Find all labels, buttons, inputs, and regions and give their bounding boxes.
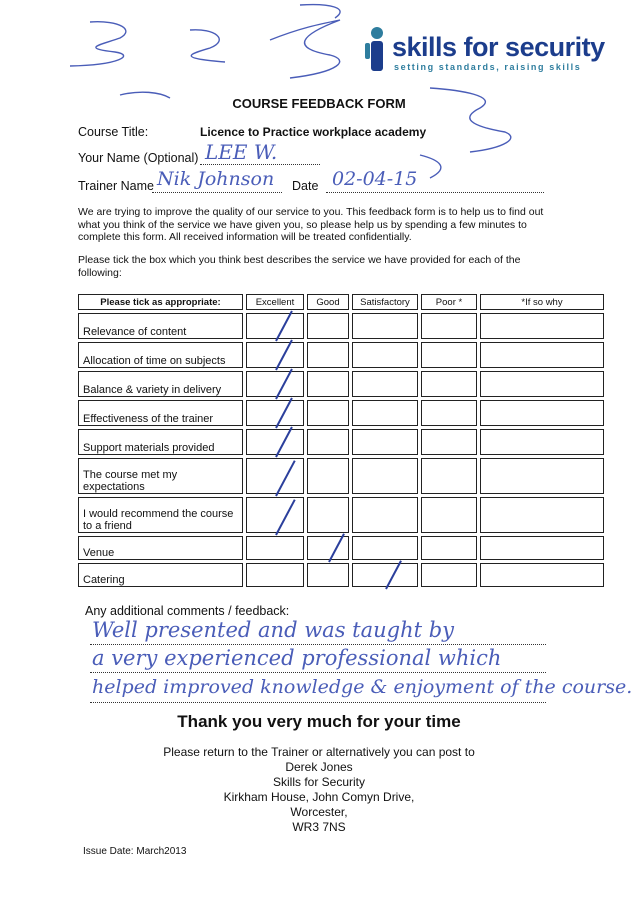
tick-box[interactable] [421,313,477,339]
tick-box[interactable] [246,563,304,587]
why-box[interactable] [480,563,604,587]
tick-box[interactable] [421,342,477,368]
thank-you-heading: Thank you very much for your time [177,712,461,731]
tick-box[interactable] [246,400,304,426]
skills-for-security-logo [362,20,605,80]
issue-date: Issue Date: March2013 [83,846,187,857]
tick-box[interactable] [421,458,477,494]
person-logo-icon [362,26,392,74]
row-label: Balance & variety in delivery [78,371,243,397]
tick-box[interactable] [246,536,304,560]
tick-box[interactable] [307,429,349,455]
logo-brand-text: skills for security [392,32,605,62]
return-instruction: Please return to the Trainer or alternatively you can post to [163,745,475,759]
col-good: Good [307,294,349,310]
tick-box[interactable] [246,497,304,533]
tick-box[interactable] [307,313,349,339]
tick-box[interactable] [352,458,418,494]
table-row [78,342,604,368]
trainer-name-value: Nik Johnson [157,168,275,190]
tick-box[interactable] [352,342,418,368]
table-header-row [78,294,604,310]
form-title: COURSE FEEDBACK FORM [232,96,406,111]
comment-text-3: helped improved knowledge & enjoyment of the course. [92,676,633,698]
tick-box[interactable] [246,342,304,368]
why-box[interactable] [480,400,604,426]
table-row [78,536,604,560]
trainer-name-label: Trainer Name [78,179,154,193]
why-box[interactable] [480,429,604,455]
address-line: Derek Jones [285,760,353,774]
why-box[interactable] [480,458,604,494]
address-line: Kirkham House, John Comyn Drive, [223,790,415,804]
tick-box[interactable] [352,400,418,426]
tick-box[interactable] [421,563,477,587]
col-poor: Poor * [421,294,477,310]
col-why: *If so why [480,294,604,310]
comment-text-1: Well presented and was taught by [92,618,455,642]
intro-paragraph: We are trying to improve the quality of our service to you. This feedback form is to help us to find out what you think of the service we have given you, so please help us by spending a few minutes to complete this form. All received information will be treated confidentially. [78,206,544,243]
address-line: Worcester, [290,805,348,819]
row-label: I would recommend the course to a friend [78,497,243,533]
date-value: 02-04-15 [332,168,418,190]
tick-box[interactable] [421,497,477,533]
tick-box[interactable] [307,458,349,494]
comment-text-2: a very experienced professional which [92,646,502,670]
tick-box[interactable] [352,497,418,533]
row-label: Catering [78,563,243,587]
tick-box[interactable] [421,371,477,397]
date-label: Date [292,179,319,193]
why-box[interactable] [480,313,604,339]
row-label: Venue [78,536,243,560]
table-row [78,400,604,426]
table-row [78,458,604,494]
tick-box[interactable] [352,563,418,587]
why-box[interactable] [480,536,604,560]
why-box[interactable] [480,371,604,397]
tick-box[interactable] [307,536,349,560]
row-label: Allocation of time on subjects [78,342,243,368]
col-excellent: Excellent [246,294,304,310]
course-title-value: Licence to Practice workplace academy [200,125,427,139]
tick-box[interactable] [246,458,304,494]
tick-box[interactable] [421,536,477,560]
tick-box[interactable] [352,429,418,455]
table-row [78,371,604,397]
row-label: The course met my expectations [78,458,243,494]
instruction-paragraph: Please tick the box which you think best describes the service we have provided for each of the following: [78,254,521,279]
why-box[interactable] [480,342,604,368]
course-title-label: Course Title: [78,125,149,139]
table-row [78,429,604,455]
tick-box[interactable] [307,563,349,587]
why-box[interactable] [480,497,604,533]
feedback-table [75,291,607,590]
tick-box[interactable] [307,371,349,397]
table-row [78,563,604,587]
address-line: WR3 7NS [292,820,346,834]
address-line: Skills for Security [272,775,366,789]
table-header-label: Please tick as appropriate: [78,294,243,310]
tick-box[interactable] [421,429,477,455]
tick-box[interactable] [307,497,349,533]
tick-box[interactable] [307,342,349,368]
comments-label: Any additional comments / feedback: [85,604,290,618]
tick-box[interactable] [246,429,304,455]
your-name-value: LEE W. [205,140,278,164]
row-label: Support materials provided [78,429,243,455]
tick-box[interactable] [352,536,418,560]
table-row [78,497,604,533]
table-row [78,313,604,339]
tick-box[interactable] [246,313,304,339]
row-label: Relevance of content [78,313,243,339]
tick-box[interactable] [421,400,477,426]
row-label: Effectiveness of the trainer [78,400,243,426]
tick-box[interactable] [352,313,418,339]
your-name-label: Your Name (Optional) [78,151,199,165]
tick-box[interactable] [352,371,418,397]
logo-tagline: setting standards, raising skills [394,62,582,72]
col-satisfactory: Satisfactory [352,294,418,310]
tick-box[interactable] [246,371,304,397]
tick-box[interactable] [307,400,349,426]
